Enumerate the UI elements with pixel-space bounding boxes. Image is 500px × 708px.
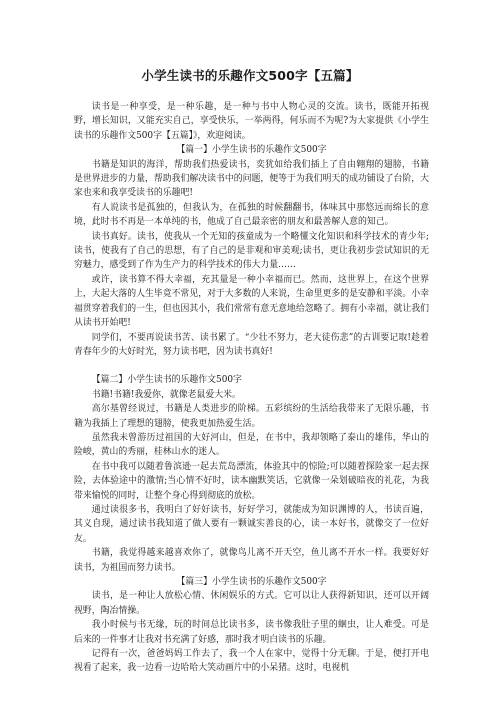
paragraph: 书籍，我觉得越来越喜欢你了，就像鸟儿离不开天空，鱼儿离不开水一样。我要好好读书，为祖国而努力读书。 [74,548,429,573]
paragraph: 我小时候与书无缘，玩的时间总比读书多，读书像我肚子里的蛔虫，让人难受。可是后来的一件事才让我对书充满了好感，那时我才明白读书的乐趣。 [74,620,429,645]
section-spacer [74,359,429,373]
document-title: 小学生读书的乐趣作文500字【五篇】 [141,68,359,83]
section-heading: 【篇三】小学生读书的乐趣作文500字 [176,577,327,587]
paragraph: 书籍是知识的海洋，帮助我们热爱读书，奕犹如给我们插上了自由翱翔的翅膀，书籍是世界进步的力量，帮助我们解决读书中的问题，便等于为我们明天的成功铺设了台阶，大家也来和我享受读书的乐趣吧! [74,159,429,199]
section-heading: 【篇一】小学生读书的乐趣作文500字 [176,145,327,156]
document-body [74,100,429,676]
paragraph: 有人说读书是孤独的，但我认为，在孤独的时候翻翻书，体味其中那悠远而绵长的意境，此时书不再是一本单纯的书，他成了自己最亲密的朋友和最善解人意的知己。 [74,202,429,228]
section-heading: 【篇二】小学生读书的乐趣作文500字 [91,375,242,386]
paragraph: 记得有一次，爸爸妈妈工作去了，我一个人在家中，觉得十分无聊。于是，便打开电视看了起来，我一边看一边哈哈大笑动画片中的小呆猪。这时，电视机 [74,649,429,674]
intro-paragraph: 读书是一种享受，是一种乐趣，是一种与书中人物心灵的交流。读书，既能开拓视野，增长知识，又能充实自己，享受快乐，一举两得，何乐而不为呢?为大家提供《小学生读书的乐趣作文500字【五篇】》，欢迎阅读。 [74,102,429,141]
paragraph: 在书中我可以随着鲁滨逊一起去荒岛漂流，体验其中的惊险;可以随着探险家一起去探险，去体验途中的激情;当心情不好时，读本幽默笑话，它就像一朵划破暗夜的礼花，为我带来愉悦的同时，让整个身心得到彻底的放松。 [74,461,429,501]
paragraph: 虽然我未曾游历过祖国的大好河山，但是，在书中，我却领略了泰山的雄伟，华山的险峻，黄山的秀丽，桂林山水的迷人。 [74,432,429,458]
paragraph: 书籍!书籍!我爱你，就像老鼠爱大米。 [91,389,241,400]
paragraph: 通过读很多书，我明白了好好读书，好好学习，就能成为知识渊博的人，书读百遍，其义自现，通过读书我知道了做人要有一颗诚实善良的心，读一本好书，就像交了一位好友。 [74,504,429,544]
paragraph: 同学们，不要再说读书苦、读书累了。“少壮不努力，老大徒伤悲”的古训要记取!趁着青春年少的大好时光，努力读书吧，因为读书真好! [74,332,429,357]
paragraph: 高尔基曾经说过，书籍是人类进步的阶梯。五彩缤纷的生活给我带来了无限乐趣，书籍为我插上了理想的翅膀，使我更加热爱生活。 [74,404,429,429]
paragraph: 读书，是一种让人放松心情、休闲娱乐的方式。它可以让人获得新知识，还可以开阔视野，陶冶情操。 [74,591,429,616]
paragraph: 读书真好。读书，使我从一个无知的孩童成为一个略懂文化知识和科学技术的青少年;读书，使我有了自己的思想，有了自己的是非观和审美观;读书，更让我初步尝试知识的无穷魅力，感受到了作为生产力的科学技术的伟大力量…… [74,231,429,271]
paragraph: 或许，读书算不得大幸福，充其量是一种小幸福而已。然而，这世界上，在这个世界上，大起大落的人生毕竟不常见，对于大多数的人来说，生命里更多的是安静和平淡。小幸福贯穿着我们的一生，但也因其小，我们常常有意无意地给忽略了。拥有小幸福，就让我们从读书开始吧! [74,274,429,329]
